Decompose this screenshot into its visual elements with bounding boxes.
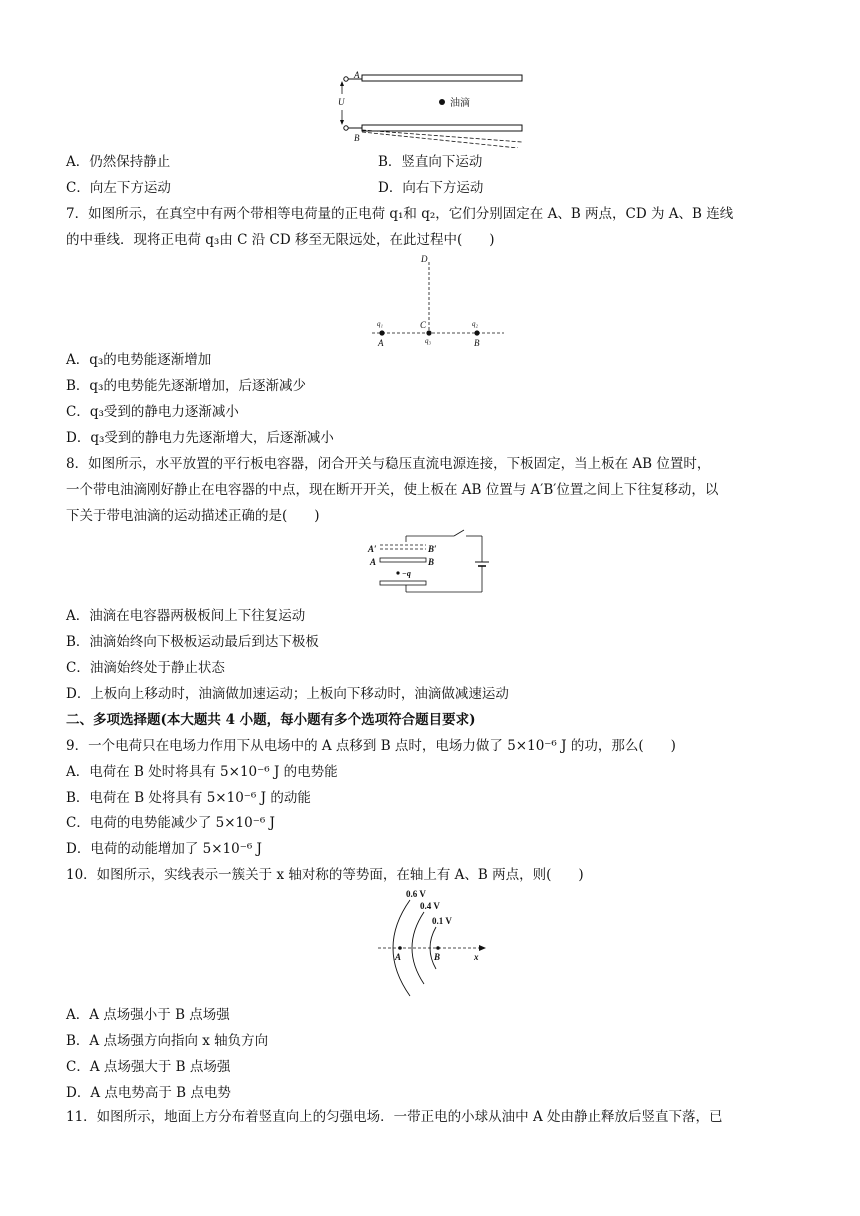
q10-option-d: D．A 点电势高于 B 点电势 [66,1085,231,1101]
fig7-label-B: B [474,338,480,348]
label-B: B [354,133,360,143]
q7-option-d: D．q₃受到的静电力先逐渐增大，后逐渐减小 [66,430,334,446]
q8-option-d: D．上板向上移动时，油滴做加速运动；上板向下移动时，油滴做减速运动 [66,686,509,702]
fig10-label-01v: 0.1 V [432,916,452,926]
fig7-label-q1: q₁ [377,320,383,328]
capacitor-figure-q6 [330,68,530,148]
equipotential-figure-q10 [374,886,494,998]
q6-option-b: B．竖直向下运动 [378,154,483,170]
section-2-heading: 二、多项选择题(本大题共 4 小题，每小题有多个选项符合题目要求) [66,712,476,728]
fig10-label-04v: 0.4 V [420,901,440,911]
q9-option-b: B．电荷在 B 处将具有 5×10⁻⁶ J 的动能 [66,790,311,806]
oil-drop-dot [439,99,445,105]
q8-option-b: B．油滴始终向下极板运动最后到达下极板 [66,634,319,650]
fig10-label-x: x [474,952,479,962]
capacitor-circuit-figure-q8 [366,528,496,598]
q10-option-b: B．A 点场强方向指向 x 轴负方向 [66,1033,269,1049]
q10-option-a: A．A 点场强小于 B 点场强 [66,1007,230,1023]
q6-option-a: A．仍然保持静止 [66,154,171,170]
q7-stem-line2: 的中垂线．现将正电荷 q₃由 C 沿 CD 移至无限远处，在此过程中( ) [66,232,495,248]
q10-option-c: C．A 点场强大于 B 点场强 [66,1059,231,1075]
label-U: U [338,97,345,107]
oil-drop-label: 油滴 [450,98,470,109]
q8-stem-line1: 8．如图所示，水平放置的平行板电容器，闭合开关与稳压直流电源连接，下板固定，当上板在 AB 位置时， [66,456,711,472]
fig7-label-A: A [378,338,384,348]
q6-option-d: D．向右下方运动 [378,180,484,196]
q7-option-a: A．q₃的电势能逐渐增加 [66,352,212,368]
q9-option-d: D．电荷的动能增加了 5×10⁻⁶ J [66,841,262,857]
label-A: A [354,70,360,80]
q9-stem: 9．一个电荷只在电场力作用下从电场中的 A 点移到 B 点时，电场力做了 5×10⁻⁶ J 的功，那么( ) [66,738,676,754]
fig7-label-C: C [420,320,427,330]
q7-stem-line1: 7．如图所示，在真空中有两个带相等电荷量的正电荷 q₁和 q₂，它们分别固定在 A、B 两点，CD 为 A、B 连线 [66,206,734,222]
q8-option-c: C．油滴始终处于静止状态 [66,660,225,676]
q10-stem: 10．如图所示，实线表示一簇关于 x 轴对称的等势面，在轴上有 A、B 两点，则( ) [66,867,584,883]
q7-option-c: C．q₃受到的静电力逐渐减小 [66,404,239,420]
fig8-label-q: −q [402,569,411,578]
fig7-label-D: D [421,254,428,264]
fig8-label-Aprime: A′ [368,544,377,554]
q8-stem-line3: 下关于带电油滴的运动描述正确的是( ) [66,508,320,524]
fig10-label-06v: 0.6 V [406,889,426,899]
q9-option-a: A．电荷在 B 处时将具有 5×10⁻⁶ J 的电势能 [66,764,338,780]
q8-stem-line2: 一个带电油滴刚好静止在电容器的中点，现在断开开关，使上板在 AB 位置与 A′B′位置之间上下往复移动，以 [66,482,719,498]
fig8-label-Bprime: B′ [428,544,437,554]
q6-option-c: C．向左下方运动 [66,180,171,196]
charges-figure-q7 [368,254,508,350]
fig10-label-B: B [434,952,441,962]
fig8-label-B: B [428,557,435,567]
fig8-label-A: A [370,557,377,567]
q7-option-b: B．q₃的电势能先逐渐增加，后逐渐减少 [66,378,306,394]
fig10-label-A: A [395,952,402,962]
q9-option-c: C．电荷的电势能减少了 5×10⁻⁶ J [66,815,275,831]
q11-stem: 11．如图所示，地面上方分布着竖直向上的匀强电场．一带正电的小球从油中 A 处由静止释放后竖直下落，已 [66,1109,723,1125]
fig7-label-q3: q₃ [425,337,431,345]
q8-option-a: A．油滴在电容器两极板间上下往复运动 [66,608,306,624]
fig7-label-q2: q₂ [472,320,478,328]
